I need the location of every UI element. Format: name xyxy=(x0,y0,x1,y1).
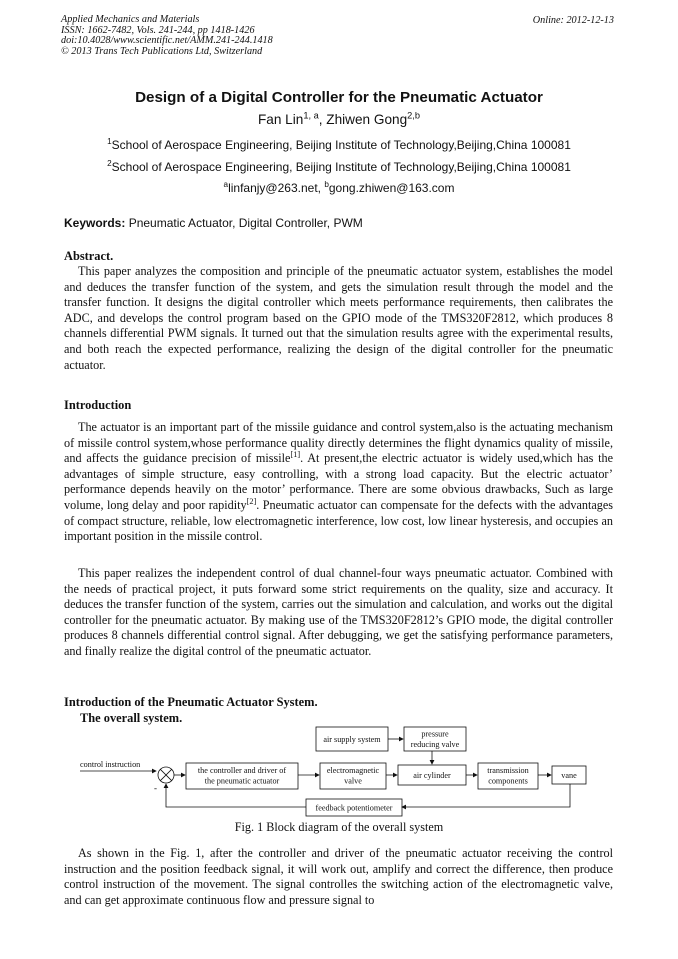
valve-label: valve xyxy=(344,776,362,786)
valve-label: electromagnetic xyxy=(326,766,380,775)
paragraph-text: . Pneumatic actuator can compensate for the defects with the advantages of compact structure, reliable, low electromagnetic interference, low cost, low linear hysteresis, and occupies an important position in the missile control. xyxy=(64,497,613,544)
author-superscript: 1, a xyxy=(303,110,319,121)
author-name: Fan Lin xyxy=(257,112,304,127)
transmission-label: transmission xyxy=(487,766,529,775)
affiliation-number: 2 xyxy=(107,159,112,168)
keywords xyxy=(64,216,363,230)
abstract-text: This paper analyzes the composition and principle of the pneumatic actuator system, establishes the model and deduces the transfer function of the system, and gets the simulation result through the model and the transfer function. It designs the digital controller which meets performance requirements, then calibrates the ADC, and develops the control program based on the GPIO mode of the TMS320F2812, which produces 8 channels differential PWM signals. It turned out that the simulation results agree with the experimental results, and both reach the expected performance, realizing the design of the digital controller for the pneumatic actuator. xyxy=(64,264,613,372)
feedback-return-line xyxy=(166,784,306,807)
online-date: Online: 2012-12-13 xyxy=(532,15,614,26)
intro-paragraph-1 xyxy=(64,420,613,545)
paragraph-text: . At present,the electric actuator is widely used,which has the advantages of simple structure, easy controlling, with a strong load capacity. But the electric actuator’ performance depends heavily on the motor’ performance. There are some obvious drawbacks, Such as large volume, long delay and poor rapidity xyxy=(64,451,613,512)
author-line xyxy=(0,112,678,127)
controller-label: the controller and driver of xyxy=(197,766,287,775)
email-link[interactable]: gong.zhiwen@163.com xyxy=(328,181,455,195)
transmission-label: components xyxy=(488,776,528,786)
controller-label: the pneumatic actuator xyxy=(204,776,280,786)
feedback-label: feedback potentiometer xyxy=(315,803,393,813)
vane-label: vane xyxy=(561,771,577,780)
figure-caption: Fig. 1 Block diagram of the overall system xyxy=(234,820,444,834)
email-link[interactable]: linfanjy@263.net, xyxy=(228,181,325,195)
affiliation-1 xyxy=(0,138,678,152)
journal-header xyxy=(61,15,273,57)
feedback-line xyxy=(402,784,570,807)
email-superscript: a xyxy=(223,180,229,189)
minus-sign: - xyxy=(154,783,157,793)
paper-title: Design of a Digital Controller for the Pneumatic Actuator xyxy=(135,89,543,106)
copyright-line: © 2013 Trans Tech Publications Ltd, Switzerland xyxy=(61,45,263,57)
citation-ref[interactable]: [1] xyxy=(290,450,301,460)
email-superscript: b xyxy=(324,180,329,189)
citation-ref[interactable]: [2] xyxy=(246,496,257,506)
journal-name: Applied Mechanics and Materials xyxy=(61,14,200,25)
body-paragraph: As shown in the Fig. 1, after the controller and driver of the pneumatic actuator receiving the control instruction and the position feedback signal, it will work out, amplify and correct the difference, then produce control instruction of the movement. The signal controlles the switching action of the electromagnetic valve, and can get approximate continuous flow and pressure signal to xyxy=(64,846,613,907)
pressure-valve-label: pressure xyxy=(421,729,449,739)
system-section-heading: Introduction of the Pneumatic Actuator System. xyxy=(64,695,318,709)
affiliation-text: School of Aerospace Engineering, Beijing Institute of Technology,Beijing,China 100081 xyxy=(111,160,571,174)
intro-paragraph-2: This paper realizes the independent control of dual channel-four ways pneumatic actuator. Combined with the needs of practical project, it puts forward some strict requirements on the quality, size and accuracy. It deduces the transfer function of the system, carries out the simulation and calculation, and works out the digital controller for the pneumatic actuator. By making use of the TMS320F2812’s GPIO mode, the digital controller produces 8 channels differential control signal. After debugging, we get the satisfying performance parameters, and finally realize the digital control of the pneumatic actuator. xyxy=(64,566,613,658)
email-line xyxy=(0,181,678,195)
affiliation-2 xyxy=(0,160,678,174)
block-diagram xyxy=(80,726,600,818)
keywords-text: Pneumatic Actuator, Digital Controller, PWM xyxy=(125,216,363,230)
introduction-heading: Introduction xyxy=(64,398,132,412)
air-supply-label: air supply system xyxy=(323,735,381,744)
issn-line: ISSN: 1662-7482, Vols. 241-244, pp 1418-1426 xyxy=(61,24,255,36)
pressure-valve-label: reducing valve xyxy=(410,740,460,749)
system-subheading: The overall system. xyxy=(80,711,183,725)
abstract-heading: Abstract. xyxy=(64,249,114,263)
input-label: control instruction xyxy=(80,760,141,769)
author-name: Zhiwen Gong xyxy=(326,112,408,127)
cylinder-label: air cylinder xyxy=(413,771,451,780)
affiliation-text: School of Aerospace Engineering, Beijing Institute of Technology,Beijing,China 100081 xyxy=(111,138,571,152)
author-superscript: 2,b xyxy=(407,110,420,121)
affiliation-number: 1 xyxy=(107,137,112,146)
keywords-label: Keywords: xyxy=(64,216,126,230)
doi-line: doi:10.4028/www.scientific.net/AMM.241-244.1418 xyxy=(61,35,273,46)
author-separator: , xyxy=(318,112,327,127)
paragraph-text: The actuator is an important part of the missile guidance and control system,also is the actuating mechanism of missile control system,whose performance quality directly determines the flight dynamics quality of missile, and affects the guidance precision of missile xyxy=(64,420,613,466)
